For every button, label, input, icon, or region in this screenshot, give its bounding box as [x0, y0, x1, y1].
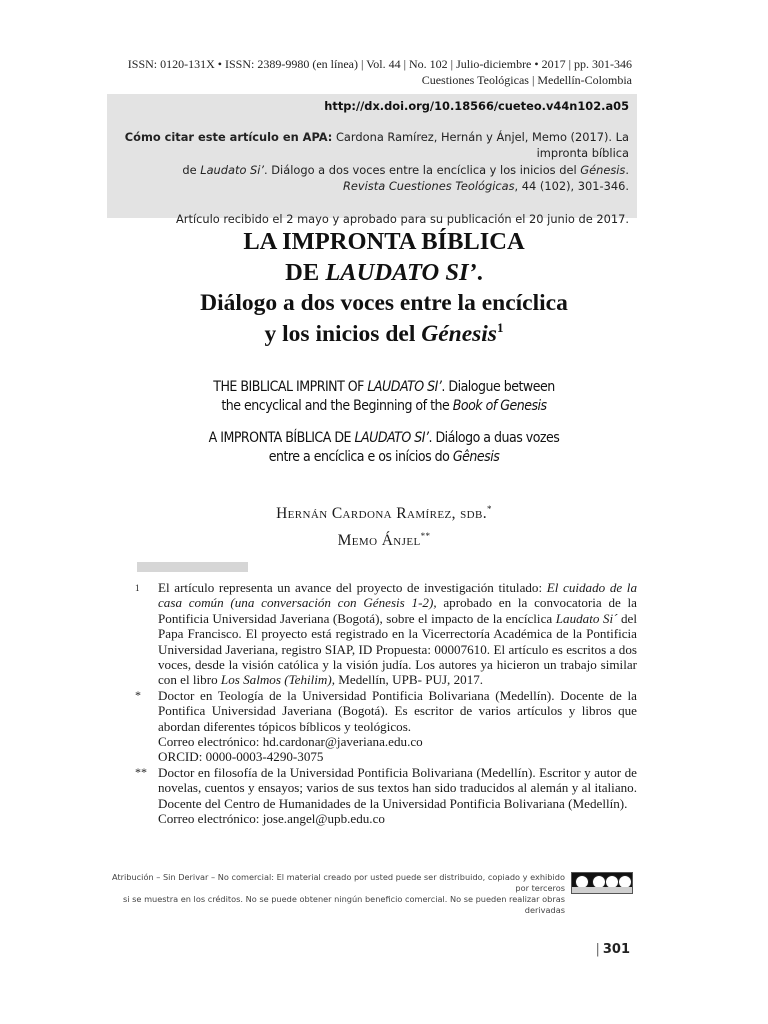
title-italic-genesis: Génesis	[421, 321, 497, 347]
citation-italic-laudato: Laudato Si’	[200, 162, 265, 177]
title-line-4a: y los inicios del	[264, 321, 422, 347]
title-italic-laudato: LAUDATO SI’	[325, 259, 477, 286]
page-number-value: 301	[602, 942, 630, 957]
portuguese-title-italic-2: Gênesis	[452, 449, 500, 465]
english-title-1a: THE BIBLICAL IMPRINT OF	[213, 379, 368, 395]
citation-text-1: Cardona Ramírez, Hernán y Ánjel, Memo (2017). La impronta bíblica	[332, 129, 629, 160]
footnote-divider	[137, 562, 248, 572]
footnote-2-bio: Doctor en Teología de la Universidad Pontificia Bolivariana (Medellín). Docente de la Pontifica Universidad Javeriana (Bogotá). Es escritor de varios artículos y libros que abordan diferentes tópicos bíblicos y teológicos.	[158, 687, 637, 734]
citation-text-2c: .	[625, 162, 629, 177]
footnote-1-part-1: El artículo representa un avance del proyecto de investigación titulado:	[158, 580, 547, 595]
author-2	[150, 525, 618, 552]
footnote-1-text	[158, 580, 637, 688]
received-date: Artículo recibido el 2 mayo y aprobado para su publicación el 20 junio de 2017.	[176, 211, 629, 226]
citation-box	[107, 94, 637, 226]
footnote-1	[135, 580, 637, 688]
journal-header	[92, 56, 632, 88]
footnote-3-bio: Doctor en filosofía de la Universidad Pontificia Bolivariana (Medellín). Escritor y autor de novelas, cuentos y ensayos; varios de sus textos han sido traducidos al alemán y al italiano. Docente del Centro de Humanidades de la Universidad Pontificia Bolivariana (Medellín).	[158, 764, 637, 811]
title-line-1: LA IMPRONTA BÍBLICA	[243, 228, 525, 255]
portuguese-title-1a: A IMPRONTA BÍBLICA DE	[208, 430, 355, 446]
article-title	[100, 226, 668, 350]
author-1	[150, 498, 618, 525]
footnote-3-email[interactable]: Correo electrónico: jose.angel@upb.edu.co	[158, 811, 385, 827]
citation-line-1	[115, 129, 629, 162]
footnote-3	[135, 765, 637, 827]
english-title-line-2	[150, 397, 618, 416]
footnote-3-text	[158, 765, 637, 827]
footnote-1-italic-3: Los Salmos (Tehilim),	[220, 672, 336, 688]
author-1-name: Hernán Cardona Ramírez, sdb.	[276, 505, 488, 523]
citation-journal-name: Revista Cuestiones Teológicas	[342, 179, 515, 193]
creative-commons-by-nc-nd-icon	[571, 872, 633, 894]
footnote-3-mark: **	[135, 764, 147, 779]
portuguese-title-2a: entre a encíclica e os inícios do	[268, 449, 453, 465]
license-notice	[110, 872, 565, 916]
citation-volume: , 44 (102), 301-346.	[514, 179, 629, 193]
author-2-name: Memo Ánjel	[337, 532, 421, 550]
author-1-footnote-mark[interactable]: *	[487, 504, 492, 514]
citation-line-2	[115, 162, 629, 179]
footnote-1-italic-1: El cuidado de la casa común (una conversación con Génesis 1-2),	[158, 580, 637, 611]
portuguese-title-italic: LAUDATO SI’	[354, 430, 429, 446]
title-footnote-mark[interactable]: 1	[496, 320, 504, 336]
title-line-4	[100, 319, 668, 350]
doi-link[interactable]: http://dx.doi.org/10.18566/cueteo.v44n102.a05	[324, 99, 629, 113]
portuguese-title-line-1	[150, 429, 618, 448]
issn-line: ISSN: 0120-131X • ISSN: 2389-9980 (en línea) | Vol. 44 | No. 102 | Julio-diciembre • 2017 | pp. 301-346	[127, 57, 632, 71]
citation-label: Cómo citar este artículo en APA:	[124, 129, 333, 144]
title-line-3: Diálogo a dos voces entre la encíclica	[200, 290, 568, 316]
journal-location: Cuestiones Teológicas | Medellín-Colombia	[421, 73, 632, 87]
author-2-footnote-mark[interactable]: **	[420, 531, 431, 542]
footnote-1-part-4: Medellín, UPB- PUJ, 2017.	[335, 672, 484, 688]
citation-italic-genesis: Génesis	[580, 162, 626, 177]
translated-titles	[150, 378, 618, 467]
footnote-2-mark: *	[135, 687, 141, 702]
license-line-2: si se muestra en los créditos. No se puede obtener ningún beneficio comercial. No se pueden realizar obras derivadas	[123, 894, 565, 915]
footnote-1-italic-2: Laudato Si´	[555, 610, 618, 626]
footnote-2-email[interactable]: Correo electrónico: hd.cardonar@javeriana.edu.co	[158, 734, 423, 750]
page-separator: |	[595, 942, 600, 957]
title-line-2	[100, 257, 668, 288]
footnotes	[135, 580, 637, 827]
footnote-1-part-2: aprobado en la convocatoria de la Pontificia Universidad Javeriana (Bogotá), sobre el impacto de la encíclica	[158, 595, 637, 626]
page-number	[595, 942, 630, 957]
citation-line-3	[115, 178, 629, 195]
citation-text-2a: de	[182, 162, 201, 177]
footnote-1-part-3: del Papa Francisco. El proyecto está registrado en la Vicerrectoría Académica de la Pontificia Universidad Javeriana, registro SIAP, ID Propuesta: 00007610. El artículo es escritos a dos voces, desde la visión católica y la visión judía. Los autores ya hicieron un trabajo similar con el libro	[158, 610, 637, 688]
portuguese-title-line-2	[150, 448, 618, 467]
footnote-2	[135, 688, 637, 765]
footnote-2-text	[158, 688, 637, 765]
english-title-1b: . Dialogue between	[441, 379, 555, 395]
citation-text-2b: . Diálogo a dos voces entre la encíclica y los inicios del	[264, 162, 581, 177]
english-title-2a: the encyclical and the Beginning of the	[221, 398, 453, 414]
title-line-2b: .	[476, 259, 483, 286]
portuguese-title-1b: . Diálogo a duas vozes	[428, 430, 560, 446]
footnote-2-orcid[interactable]: ORCID: 0000-0003-4290-3075	[158, 749, 324, 765]
footnote-1-mark: 1	[135, 583, 140, 593]
license-line-1: Atribución – Sin Derivar – No comercial: El material creado por usted puede ser distribuido, copiado y exhibido por terceros	[111, 872, 565, 893]
english-title-italic: LAUDATO SI’	[367, 379, 442, 395]
title-line-2a: DE	[285, 259, 326, 286]
english-title-line-1	[150, 378, 618, 397]
authors	[150, 498, 618, 552]
english-title-italic-2: Book of Genesis	[452, 398, 547, 414]
